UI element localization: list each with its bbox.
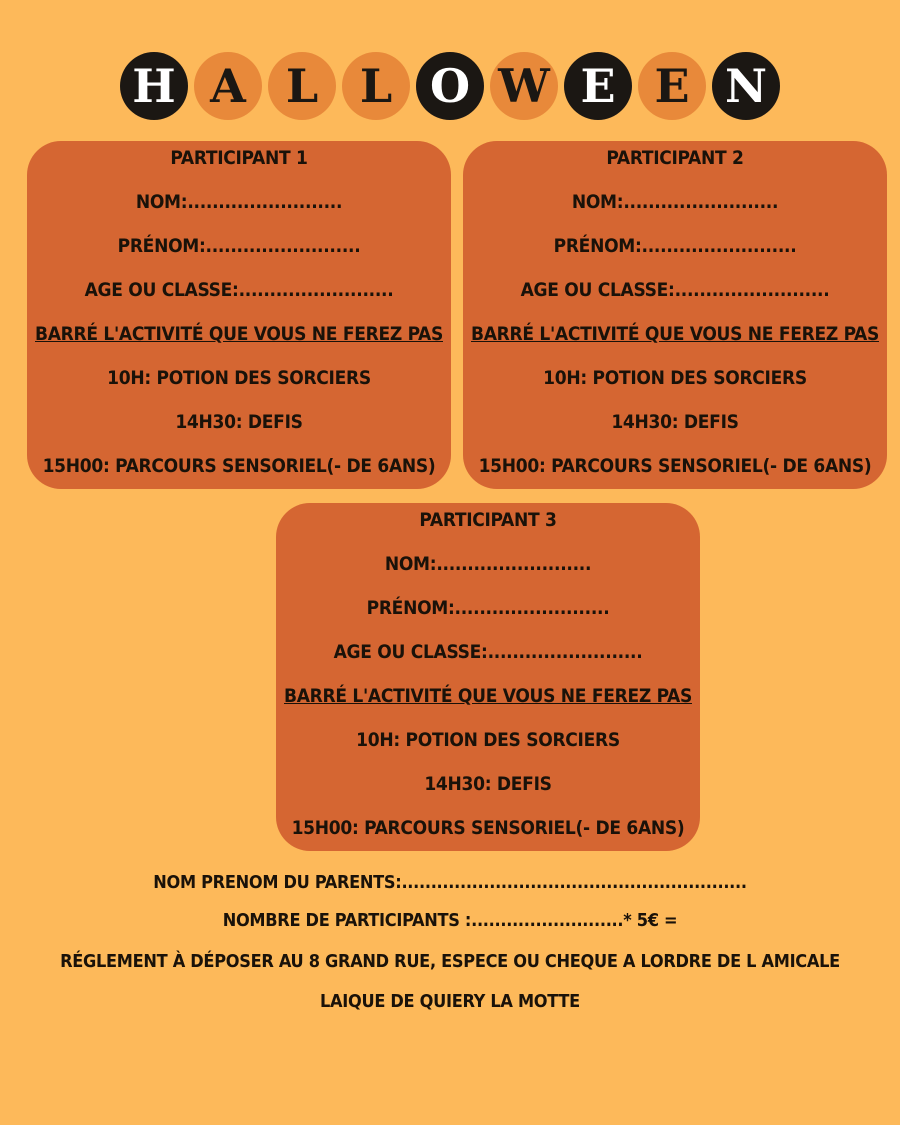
title-letter: L [342, 52, 410, 120]
nom-field[interactable]: NOM:......................... [384, 553, 592, 575]
prenom-field[interactable]: PRÉNOM:......................... [366, 597, 610, 619]
participant-heading: PARTICIPANT 3 [419, 509, 557, 531]
age-field[interactable]: AGE OU CLASSE:......................... [333, 641, 643, 663]
participant-heading: PARTICIPANT 2 [606, 147, 744, 169]
activity-parcours[interactable]: 15H00: PARCOURS SENSORIEL(- DE 6ANS) [291, 817, 685, 839]
activity-instruction: BARRÉ L'ACTIVITÉ QUE VOUS NE FEREZ PAS [284, 685, 692, 707]
title-letter: A [194, 52, 262, 120]
activity-potion[interactable]: 10H: POTION DES SORCIERS [543, 367, 807, 389]
prenom-field[interactable]: PRÉNOM:......................... [117, 235, 361, 257]
activity-defis[interactable]: 14H30: DEFIS [175, 411, 303, 433]
activity-potion[interactable]: 10H: POTION DES SORCIERS [107, 367, 371, 389]
participant-card-3 [276, 503, 700, 851]
title-letter: N [712, 52, 780, 120]
activity-defis[interactable]: 14H30: DEFIS [424, 773, 552, 795]
halloween-title [0, 52, 900, 120]
participant-card-1 [27, 141, 451, 489]
title-letter: H [120, 52, 188, 120]
participant-heading: PARTICIPANT 1 [170, 147, 308, 169]
payment-instructions-continued: LAIQUE DE QUIERY LA MOTTE [320, 991, 580, 1012]
participant-card-2 [463, 141, 887, 489]
activity-potion[interactable]: 10H: POTION DES SORCIERS [356, 729, 620, 751]
payment-instructions: RÉGLEMENT À DÉPOSER AU 8 GRAND RUE, ESPECE OU CHEQUE A LORDRE DE L AMICALE [60, 951, 840, 972]
activity-parcours[interactable]: 15H00: PARCOURS SENSORIEL(- DE 6ANS) [478, 455, 872, 477]
activity-parcours[interactable]: 15H00: PARCOURS SENSORIEL(- DE 6ANS) [42, 455, 436, 477]
parent-name-field[interactable]: NOM PRENOM DU PARENTS:........................................................... [153, 872, 747, 893]
nom-field[interactable]: NOM:......................... [571, 191, 779, 213]
age-field[interactable]: AGE OU CLASSE:......................... [84, 279, 394, 301]
title-letter: W [490, 52, 558, 120]
title-letter: E [564, 52, 632, 120]
title-letter: O [416, 52, 484, 120]
activity-instruction: BARRÉ L'ACTIVITÉ QUE VOUS NE FEREZ PAS [471, 323, 879, 345]
title-letter: L [268, 52, 336, 120]
prenom-field[interactable]: PRÉNOM:......................... [553, 235, 797, 257]
activity-defis[interactable]: 14H30: DEFIS [611, 411, 739, 433]
activity-instruction: BARRÉ L'ACTIVITÉ QUE VOUS NE FEREZ PAS [35, 323, 443, 345]
participant-count-field[interactable]: NOMBRE DE PARTICIPANTS :..........................* 5€ = [222, 910, 678, 931]
nom-field[interactable]: NOM:......................... [135, 191, 343, 213]
age-field[interactable]: AGE OU CLASSE:......................... [520, 279, 830, 301]
title-letter: E [638, 52, 706, 120]
